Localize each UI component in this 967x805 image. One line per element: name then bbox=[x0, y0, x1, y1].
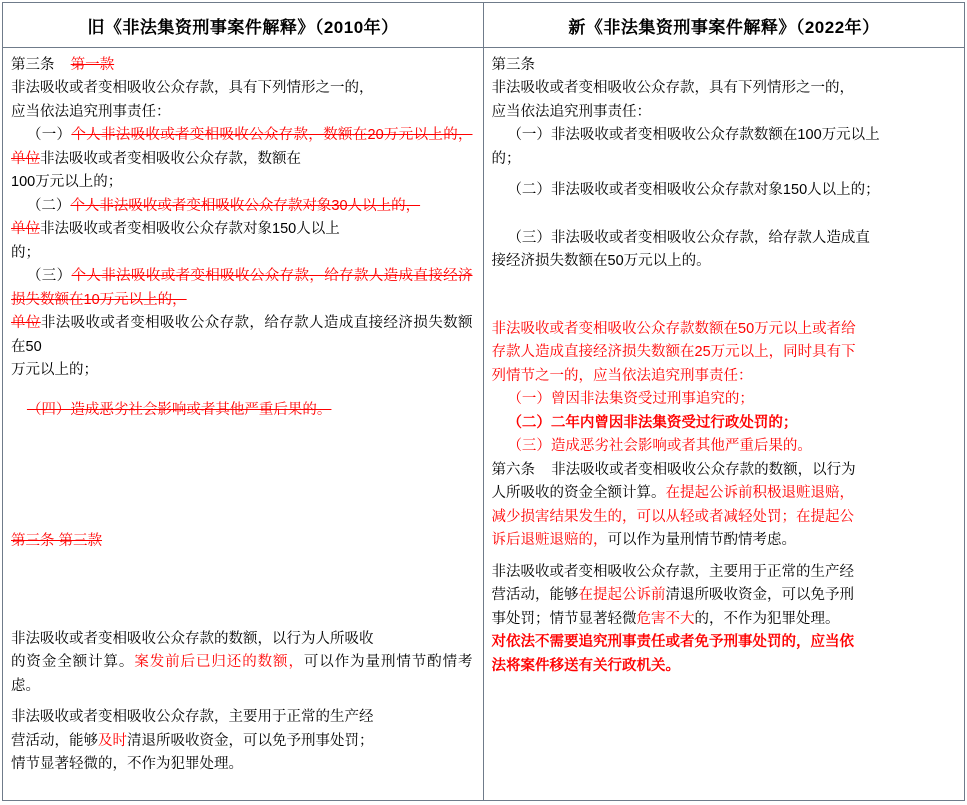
old-article3-label: 第三条 bbox=[11, 57, 55, 73]
new-intro-line2: 应当依法追究刑事责任： bbox=[491, 103, 651, 120]
new-intro-line1: 非法吸收或者变相吸收公众存款，具有下列情形之一的， bbox=[491, 80, 854, 97]
old-item-2-strike-1: 个人非法吸收或者变相吸收公众存款对象30人以上的， bbox=[70, 197, 421, 214]
old-article3-clause3-label bbox=[11, 530, 473, 553]
new-final-line2: 法将案件移送有关行政机关。 bbox=[491, 657, 680, 674]
old-item-1-rest-a: 非法吸收或者变相吸收公众存款，数额在 bbox=[40, 150, 301, 167]
old-item-3-prefix: （三） bbox=[26, 268, 72, 285]
old-business-plain-b: 清退所吸收资金，可以免予刑事处罚； bbox=[127, 732, 374, 749]
old-item-3-line2 bbox=[11, 312, 473, 359]
old-amount-plain-b: 可以作为量刑情节酌情考虑。 bbox=[11, 654, 473, 694]
old-business-line2 bbox=[11, 730, 473, 753]
old-item-3-rest-b: 变相吸收公众存款，给存款人造成直接经济损失数额在50 bbox=[11, 315, 473, 355]
old-item-2-strike-2: 单位 bbox=[11, 221, 40, 238]
old-item-2-rest-b: 的； bbox=[11, 244, 40, 261]
old-item-1-prefix: （一） bbox=[26, 127, 72, 144]
new-article6-text-a: 非法吸收或者变相吸收公众存款的数额，以行为 bbox=[551, 461, 856, 478]
new-item-1: （一）非法吸收或者变相吸收公众存款数额在100万元以上 bbox=[507, 127, 880, 144]
new-red-para-line2: 存款人造成直接经济损失数额在25万元以上，同时具有下 bbox=[491, 344, 856, 361]
old-amount-line1: 非法吸收或者变相吸收公众存款的数额，以行为人所吸收 bbox=[11, 630, 374, 647]
old-item-4-strike-text: （四）造成恶劣社会影响或者其他严重后果的。 bbox=[26, 401, 332, 418]
new-article6-text-b: 人所吸收的资金全额计算。 bbox=[491, 485, 666, 502]
old-business-line1: 非法吸收或者变相吸收公众存款，主要用于正常的生产经 bbox=[11, 709, 374, 726]
column-old-text bbox=[3, 48, 484, 800]
old-item-1-strike-1: 个人非法吸收或者变相吸收公众存款，数额在20万元以上的， bbox=[71, 127, 473, 144]
old-item-3-rest-c: 万元以上的； bbox=[11, 362, 98, 379]
old-item-1 bbox=[11, 124, 473, 171]
new-item-2: （二）非法吸收或者变相吸收公众存款对象150人以上的； bbox=[507, 182, 880, 199]
new-article6-line2 bbox=[492, 482, 955, 505]
old-intro-line2: 应当依法追究刑事责任： bbox=[11, 103, 171, 120]
new-business-plain-b: 清退所吸收资金，可以免予刑 bbox=[665, 587, 854, 604]
new-item-3-line2: 接经济损失数额在50万元以上的。 bbox=[491, 253, 711, 270]
column-new-text bbox=[484, 48, 965, 800]
new-business-line1: 非法吸收或者变相吸收公众存款，主要用于正常的生产经 bbox=[491, 563, 854, 580]
new-item-3-line1: （三）非法吸收或者变相吸收公众存款，给存款人造成直 bbox=[507, 229, 870, 246]
new-article6-red-c: 诉后退赃退赔的， bbox=[491, 532, 608, 549]
new-article6-label: 第六条 bbox=[491, 461, 535, 478]
old-item-1-strike-2: 单位 bbox=[11, 150, 40, 167]
header-new-interpretation: 新《非法集资刑事案件解释》（2022年） bbox=[568, 17, 880, 37]
old-article3-clause3-text: 第三条 第三款 bbox=[11, 533, 103, 550]
table-header-row bbox=[3, 3, 964, 48]
old-item-2-line2 bbox=[11, 218, 473, 241]
new-business-plain-a: 营活动，能够 bbox=[491, 587, 579, 604]
header-old-interpretation: 旧《非法集资刑事案件解释》（2010年） bbox=[3, 3, 484, 47]
new-business-red-a: 在提起公诉前 bbox=[578, 587, 666, 604]
old-amount-red: 案发前后已归还的数额， bbox=[134, 654, 304, 671]
old-item-3-strike-1: 个人非法吸收或者变相吸收公众存款，给存款人造成直接经济损失数额在10万元以上的， bbox=[11, 268, 473, 308]
old-business-line3: 情节显著轻微的，不作为犯罪处理。 bbox=[11, 756, 243, 773]
new-final-line1: 对依法不需要追究刑事责任或者免予刑事处罚的，应当依 bbox=[491, 634, 854, 651]
table-body-row bbox=[3, 48, 964, 800]
old-item-2-rest-a: 非法吸收或者变相吸收公众存款对象150人以上 bbox=[40, 221, 340, 238]
new-item-1-line2: 的； bbox=[491, 150, 521, 167]
old-amount-line2 bbox=[11, 651, 473, 698]
old-item-4-struck bbox=[11, 399, 473, 422]
old-business-red: 及时 bbox=[98, 732, 127, 749]
new-red-item-3: （三）造成恶劣社会影响或者其他严重后果的。 bbox=[507, 438, 812, 455]
old-business-plain-a: 营活动，能够 bbox=[11, 732, 98, 749]
old-item-3 bbox=[11, 265, 473, 312]
new-red-para-line1: 非法吸收或者变相吸收公众存款数额在50万元以上或者给 bbox=[491, 320, 856, 337]
old-item-3-strike-2: 单位 bbox=[11, 315, 41, 332]
new-red-para-line3: 列情节之一的，应当依法追究刑事责任： bbox=[491, 367, 753, 384]
old-item-2-prefix: （二） bbox=[26, 197, 71, 214]
new-article6-line1 bbox=[492, 459, 955, 482]
old-intro-line1: 非法吸收或者变相吸收公众存款，具有下列情形之一的， bbox=[11, 80, 374, 97]
new-business-plain-c: 事处罚；情节显著轻微 bbox=[491, 610, 637, 627]
comparison-table bbox=[2, 2, 965, 801]
new-article6-line4 bbox=[492, 529, 955, 552]
old-item-1-rest-b: 100万元以上的； bbox=[11, 174, 123, 191]
new-article6-text-c: 可以作为量刑情节酌情考虑。 bbox=[607, 532, 796, 549]
new-business-red-b: 危害不大 bbox=[636, 610, 695, 627]
old-item-3-rest-a: 非法吸收或者 bbox=[40, 315, 131, 332]
new-business-plain-d: 的，不作为犯罪处理。 bbox=[694, 610, 840, 627]
old-article3-clause1-mark: 第一款 bbox=[70, 57, 115, 73]
new-red-item-1: （一）曾因非法集资受过刑事追究的； bbox=[507, 391, 754, 408]
new-business-line3 bbox=[492, 608, 955, 631]
new-article6-red-a: 在提起公诉前积极退赃退赔， bbox=[665, 485, 854, 502]
new-red-item-2: （二）二年内曾因非法集资受过行政处罚的； bbox=[507, 414, 798, 431]
new-article6-line3: 减少损害结果发生的，可以从轻或者减轻处罚；在提起公 bbox=[491, 508, 854, 525]
old-article3-heading bbox=[11, 54, 473, 77]
old-amount-plain-a: 的资金全额计算。 bbox=[11, 654, 135, 671]
new-business-line2 bbox=[492, 584, 955, 607]
new-article3-heading: 第三条 bbox=[491, 57, 535, 73]
old-item-2 bbox=[11, 195, 473, 218]
